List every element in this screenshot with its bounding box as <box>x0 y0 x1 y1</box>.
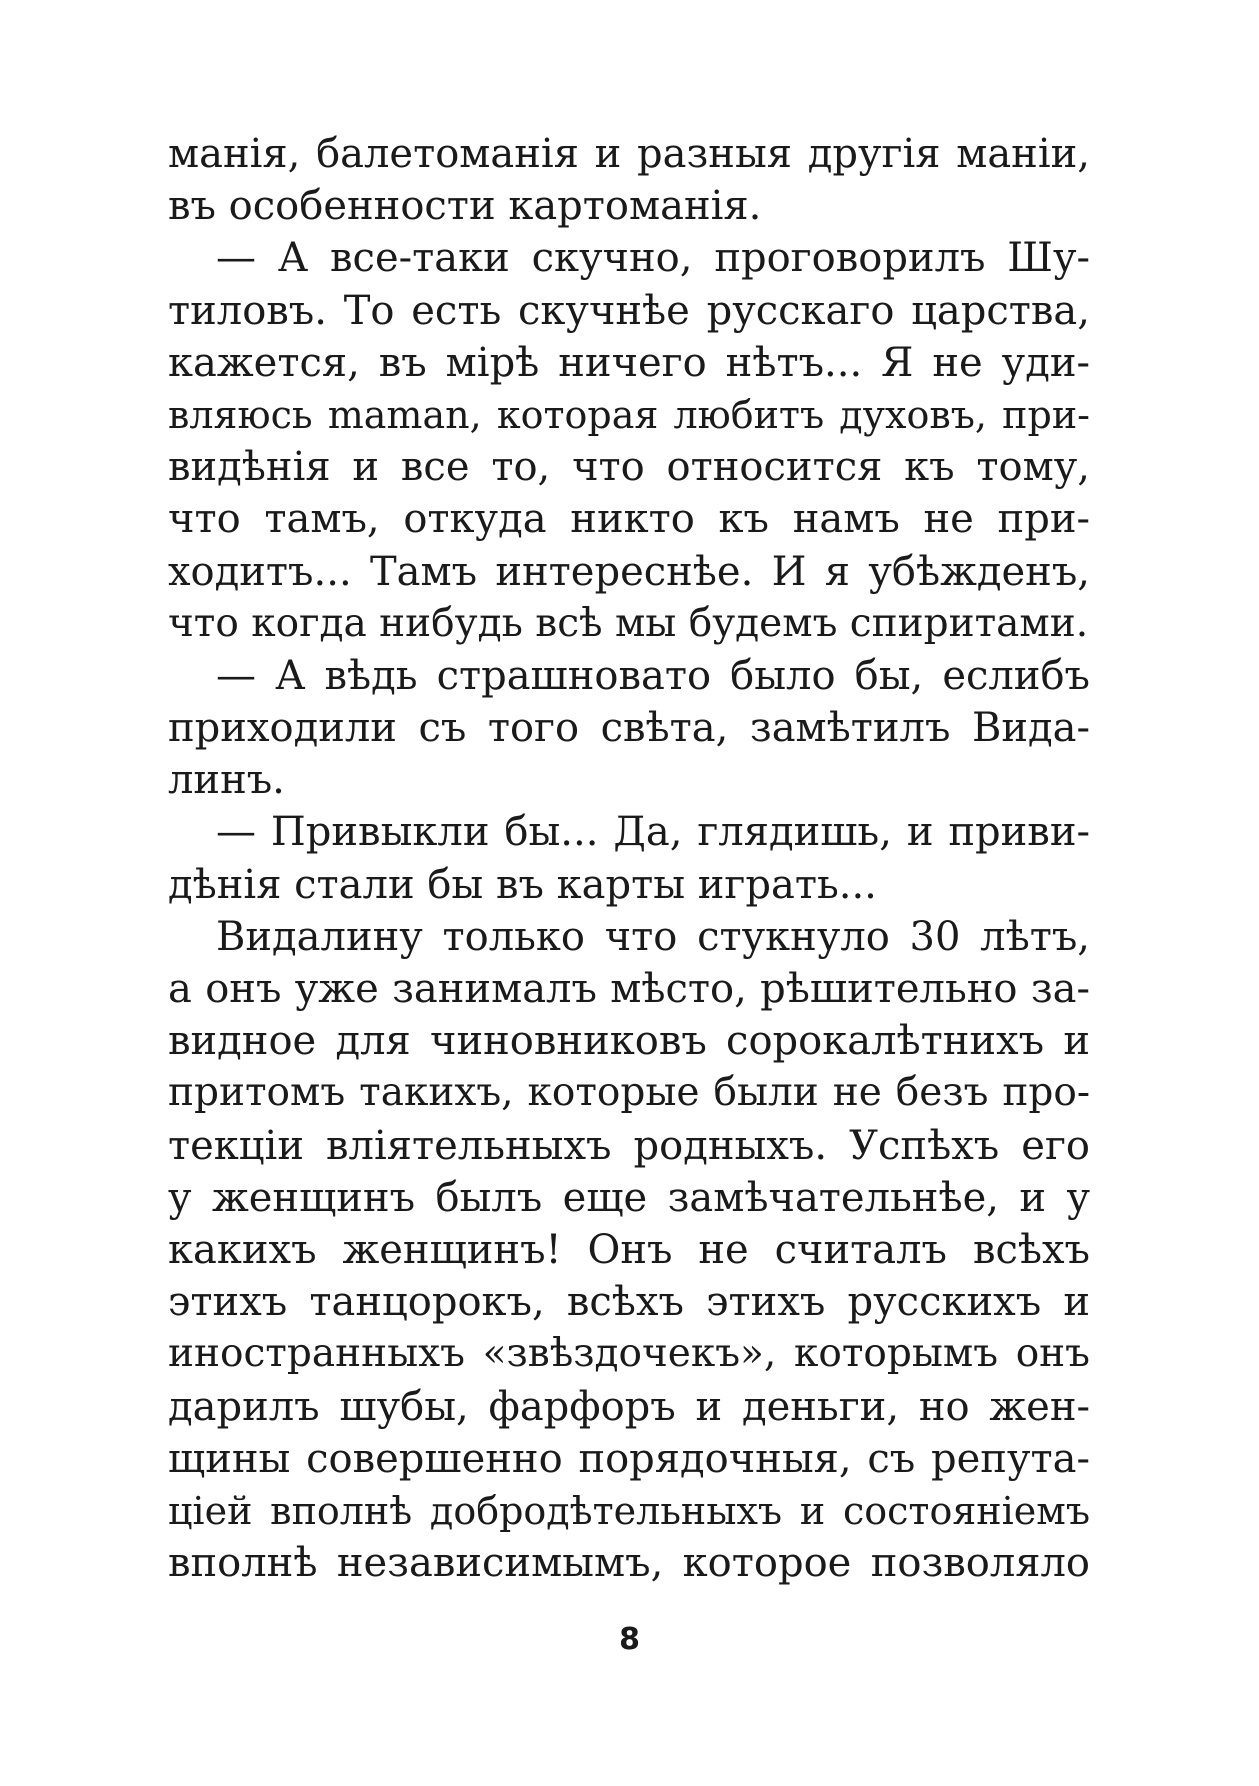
text-line: Видалину только что стукнуло 30 лѣтъ, <box>216 913 1090 960</box>
page-number: 8 <box>619 1622 640 1657</box>
text-line: дѣнія стали бы въ карты играть... <box>168 861 877 908</box>
text-line: ходитъ... Тамъ интереснѣе. И я убѣжденъ, <box>168 548 1090 595</box>
text-line: манія, балетоманія и разныя другія маніи, <box>168 131 1090 177</box>
text-line: что когда нибудь всѣ мы будемъ спиритами. <box>168 600 1089 646</box>
text-line: вполнѣ независимымъ, которое позволяло <box>168 1540 1090 1587</box>
text-line: приходили съ того свѣта, замѣтилъ Вида- <box>168 705 1090 752</box>
text-line: линъ. <box>168 757 285 804</box>
text-line: а онъ уже занималъ мѣсто, рѣшительно за- <box>168 966 1090 1012</box>
text-line: — А все-таки скучно, проговорилъ Шу- <box>216 235 1090 282</box>
text-line: какихъ женщинъ! Онъ не считалъ всѣхъ <box>168 1226 1090 1273</box>
text-line: дарилъ шубы, фарфоръ и деньги, но жен- <box>168 1383 1090 1430</box>
body-text <box>168 128 1090 1589</box>
text-line: видное для чиновниковъ сорокалѣтнихъ и <box>168 1018 1090 1065</box>
text-line: вляюсь maman, которая любитъ духовъ, при- <box>168 392 1090 437</box>
text-line: что тамъ, откуда никто къ намъ не при- <box>168 496 1090 543</box>
text-line: у женщинъ былъ еще замѣчательнѣе, и у <box>168 1174 1090 1221</box>
text-line: этихъ танцорокъ, всѣхъ этихъ русскихъ и <box>168 1279 1090 1326</box>
text-line: ціей вполнѣ добродѣтельныхъ и состояніемъ <box>168 1488 1090 1533</box>
text-line: текціи вліятельныхъ родныхъ. Успѣхъ его <box>168 1122 1090 1169</box>
text-line: — Привыкли бы... Да, глядишь, и приви- <box>216 809 1090 856</box>
text-line: щины совершенно порядочныя, съ репута- <box>168 1435 1090 1482</box>
text-line: притомъ такихъ, которые были не безъ про- <box>168 1070 1090 1116</box>
text-line: видѣнія и все то, что относится къ тому, <box>168 444 1090 491</box>
text-line: тиловъ. То есть скучнѣе русскаго царства, <box>168 287 1090 334</box>
text-line: иностранныхъ «звѣздочекъ», которымъ онъ <box>168 1331 1090 1377</box>
text-line: кажется, въ мірѣ ничего нѣтъ... Я не уди- <box>168 339 1090 386</box>
text-line: въ особенности картоманія. <box>168 183 762 230</box>
text-line: — А вѣдь страшновато было бы, еслибъ <box>216 652 1090 699</box>
